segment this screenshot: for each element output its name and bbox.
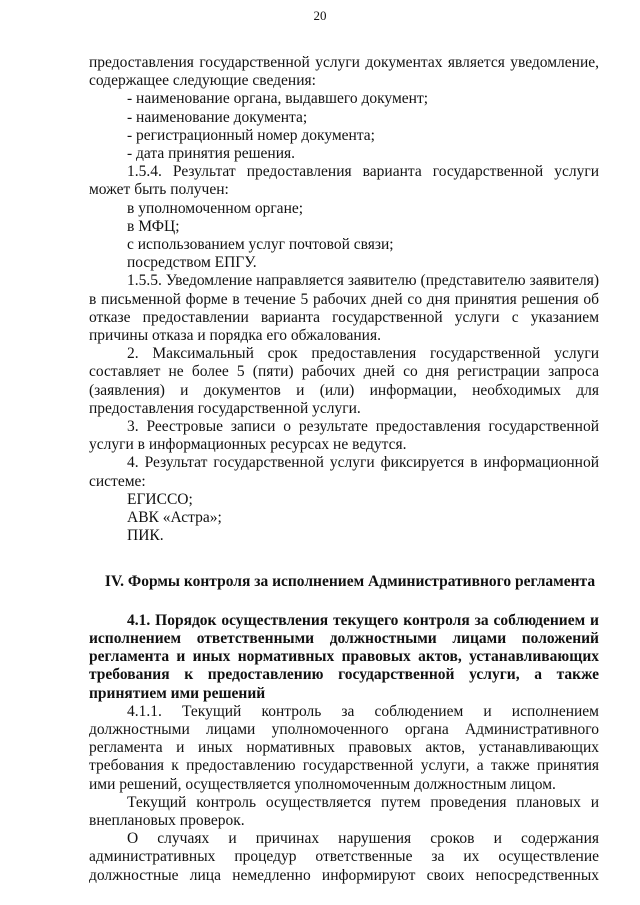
list-item: посредством ЕПГУ. [127,254,257,272]
paragraph-violations: О случаях и причинах нарушения сроков и содержания административных процедур ответственные за их осуществление должностные лица немедленно информируют своих непосредственных [89,830,599,884]
paragraph-1-5-5: 1.5.5. Уведомление направляется заявителю (представителю заявителя) в письменной форме в течение 5 рабочих дней со дня принятия решения об отказе предоставлении варианта государственной услуги с указанием причины отказа и порядка его обжалования. [89,272,599,345]
list-item: - наименование документа; [127,108,308,126]
section-heading: IV. Формы контроля за исполнением Административного регламента [104,573,596,591]
list-item: - регистрационный номер документа; [127,126,375,144]
paragraph-control: Текущий контроль осуществляется путем проведения плановых и внеплановых проверок. [89,793,599,829]
paragraph-4: 4. Результат государственной услуги фиксируется в информационной системе: [89,454,599,490]
page-body [89,54,599,885]
paragraph-1-5-4: 1.5.4. Результат предоставления варианта государственной услуги может быть получен: [89,163,599,199]
paragraph-notification-intro: предоставления государственной услуги документах является уведомление, содержащее следующие сведения: [89,54,599,90]
paragraph-4-1-1: 4.1.1. Текущий контроль за соблюдением и исполнением должностными лицами уполномоченного органа Административного регламента и иных нормативных правовых актов, устанавливающих требования к предоставлению государственной услуги, а также принятия ими решений, осуществляется уполномоченным должностным лицом. [89,702,599,793]
list-item: ЕГИССО; [127,490,193,508]
paragraph-3: 3. Реестровые записи о результате предоставления государственной услуги в информационных ресурсах не ведутся. [89,418,599,454]
paragraph-2: 2. Максимальный срок предоставления государственной услуги составляет не более 5 (пяти) рабочих дней со дня регистрации запроса (заявления) и документов и (или) информации, необходимых для предоставления государственной услуги. [89,345,599,417]
list-item: - наименование органа, выдавшего документ; [127,90,429,108]
list-item: АВК «Астра»; [127,509,222,527]
list-item: в МФЦ; [127,217,180,235]
list-item: - дата принятия решения. [127,145,295,163]
subsection-heading: 4.1. Порядок осуществления текущего контроля за соблюдением и исполнением ответственными должностными лицами положений регламента и иных нормативных правовых актов, устанавливающих требования к предоставлению государственной услуги, а также принятием ими решений [89,611,599,702]
list-item: в уполномоченном органе; [127,199,304,217]
page-number: 20 [313,8,327,23]
list-item: с использованием услуг почтовой связи; [127,236,394,254]
list-item: ПИК. [127,527,164,545]
